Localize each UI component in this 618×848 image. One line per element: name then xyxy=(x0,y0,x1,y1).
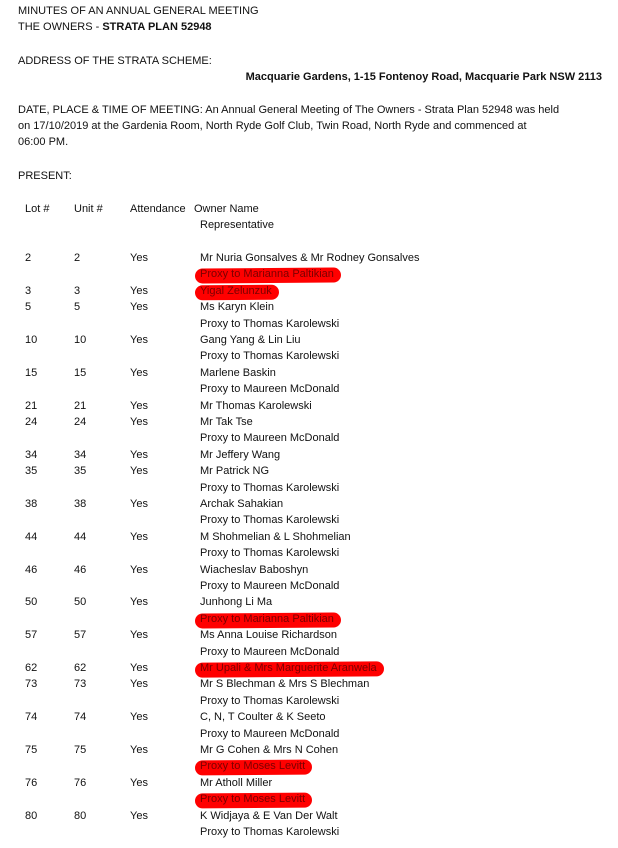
lot-number-cell: 10 xyxy=(25,334,38,346)
attendance-cell: Yes xyxy=(130,465,148,477)
lot-number-cell: 35 xyxy=(25,465,38,477)
attendance-cell: Yes xyxy=(130,596,148,608)
meeting-info-paragraph xyxy=(18,104,598,152)
unit-number-cell: 44 xyxy=(74,531,87,543)
attendance-cell: Yes xyxy=(130,367,148,379)
lot-number-cell: 46 xyxy=(25,564,38,576)
owner-name-cell: Ms Karyn Klein xyxy=(200,301,274,313)
representative-cell-text: Proxy to Marianna Paltikian xyxy=(200,268,334,280)
representative-cell: Proxy to Thomas Karolewski xyxy=(200,350,340,362)
attendance-cell: Yes xyxy=(130,498,148,510)
representative-cell xyxy=(200,268,334,281)
lot-number-cell: 2 xyxy=(25,252,32,264)
unit-number-cell: 80 xyxy=(74,810,87,822)
representative-cell-text: Proxy to Moses Levitt xyxy=(200,793,306,805)
lot-number-cell: 62 xyxy=(25,662,38,674)
attendance-cell: Yes xyxy=(130,777,148,789)
unit-number-cell: 38 xyxy=(74,498,87,510)
lot-number-cell: 73 xyxy=(25,678,38,690)
unit-number-cell: 46 xyxy=(74,564,87,576)
representative-cell: Proxy to Maureen McDonald xyxy=(200,383,340,395)
red-highlight-mark xyxy=(200,285,272,298)
attendance-cell: Yes xyxy=(130,449,148,461)
unit-number-cell: 76 xyxy=(74,777,87,789)
attendance-cell: Yes xyxy=(130,531,148,543)
unit-number-cell: 57 xyxy=(74,629,87,641)
owner-name-cell: Mr Tak Tse xyxy=(200,416,253,428)
attendance-cell: Yes xyxy=(130,301,148,313)
owner-name-cell: Mr S Blechman & Mrs S Blechman xyxy=(200,678,370,690)
attendance-cell: Yes xyxy=(130,678,148,690)
header-representative: Representative xyxy=(200,219,274,231)
owner-name-cell: Ms Anna Louise Richardson xyxy=(200,629,337,641)
representative-cell-text: Proxy to Moses Levitt xyxy=(200,760,306,772)
lot-number-cell: 75 xyxy=(25,744,38,756)
lot-number-cell: 15 xyxy=(25,367,38,379)
owner-name-cell-text: Mr Upali & Mrs Marguerite Aranwela xyxy=(200,662,377,674)
unit-number-cell: 75 xyxy=(74,744,87,756)
unit-number-cell: 74 xyxy=(74,711,87,723)
unit-number-cell: 50 xyxy=(74,596,87,608)
present-label: PRESENT: xyxy=(18,170,72,182)
owner-name-cell: M Shohmelian & L Shohmelian xyxy=(200,531,351,543)
header-owner-name: Owner Name xyxy=(194,203,259,215)
red-highlight-mark xyxy=(200,793,305,806)
attendance-cell: Yes xyxy=(130,252,148,264)
lot-number-cell: 44 xyxy=(25,531,38,543)
meeting-info-line: 06:00 PM. xyxy=(18,136,69,148)
unit-number-cell: 73 xyxy=(74,678,87,690)
owner-name-cell: C, N, T Coulter & K Seeto xyxy=(200,711,326,723)
representative-cell-text: Proxy to Marianna Paltikian xyxy=(200,613,334,625)
attendance-cell: Yes xyxy=(130,416,148,428)
representative-cell xyxy=(200,760,305,773)
unit-number-cell: 24 xyxy=(74,416,87,428)
unit-number-cell: 2 xyxy=(74,252,81,264)
attendance-cell: Yes xyxy=(130,810,148,822)
owner-name-cell: K Widjaya & E Van Der Walt xyxy=(200,810,338,822)
lot-number-cell: 5 xyxy=(25,301,32,313)
representative-cell xyxy=(200,793,305,806)
document-title: MINUTES OF AN ANNUAL GENERAL MEETING xyxy=(18,5,259,17)
owner-name-cell: Archak Sahakian xyxy=(200,498,284,510)
attendance-cell: Yes xyxy=(130,711,148,723)
representative-cell: Proxy to Maureen McDonald xyxy=(200,432,340,444)
lot-number-cell: 3 xyxy=(25,285,32,297)
attendance-cell: Yes xyxy=(130,564,148,576)
unit-number-cell: 3 xyxy=(74,285,81,297)
red-highlight-mark xyxy=(200,760,305,773)
address-label: ADDRESS OF THE STRATA SCHEME: xyxy=(18,55,212,67)
representative-cell xyxy=(200,613,334,626)
owners-line xyxy=(18,21,212,34)
owner-name-cell: Mr Patrick NG xyxy=(200,465,270,477)
representative-cell: Proxy to Thomas Karolewski xyxy=(200,318,340,330)
unit-number-cell: 5 xyxy=(74,301,81,313)
representative-cell: Proxy to Thomas Karolewski xyxy=(200,826,340,838)
owner-name-cell xyxy=(200,662,377,675)
header-unit: Unit # xyxy=(74,203,103,215)
unit-number-cell: 34 xyxy=(74,449,87,461)
owner-name-cell: Mr Thomas Karolewski xyxy=(200,400,312,412)
owner-name-cell: Mr Nuria Gonsalves & Mr Rodney Gonsalves xyxy=(200,252,420,264)
representative-cell: Proxy to Maureen McDonald xyxy=(200,580,340,592)
red-highlight-mark xyxy=(200,662,377,675)
lot-number-cell: 24 xyxy=(25,416,38,428)
owner-name-cell: Wiacheslav Baboshyn xyxy=(200,564,309,576)
meeting-info-line: DATE, PLACE & TIME OF MEETING: An Annual General Meeting of The Owners - Strata Plan 52948 was held xyxy=(18,104,560,116)
representative-cell: Proxy to Thomas Karolewski xyxy=(200,547,340,559)
red-highlight-mark xyxy=(200,268,334,281)
representative-cell: Proxy to Thomas Karolewski xyxy=(200,695,340,707)
representative-cell: Proxy to Thomas Karolewski xyxy=(200,514,340,526)
attendance-cell: Yes xyxy=(130,285,148,297)
lot-number-cell: 34 xyxy=(25,449,38,461)
owner-name-cell: Junhong Li Ma xyxy=(200,596,273,608)
owner-name-cell-text: Yigal Zelunzuk xyxy=(200,285,272,297)
header-lot: Lot # xyxy=(25,203,50,215)
unit-number-cell: 15 xyxy=(74,367,87,379)
attendance-cell: Yes xyxy=(130,744,148,756)
lot-number-cell: 80 xyxy=(25,810,38,822)
lot-number-cell: 38 xyxy=(25,498,38,510)
owner-name-cell xyxy=(200,285,272,298)
attendance-cell: Yes xyxy=(130,629,148,641)
lot-number-cell: 50 xyxy=(25,596,38,608)
attendance-cell: Yes xyxy=(130,400,148,412)
unit-number-cell: 35 xyxy=(74,465,87,477)
unit-number-cell: 21 xyxy=(74,400,87,412)
strata-plan-number: STRATA PLAN 52948 xyxy=(102,21,212,33)
representative-cell: Proxy to Thomas Karolewski xyxy=(200,482,340,494)
unit-number-cell: 62 xyxy=(74,662,87,674)
representative-cell: Proxy to Maureen McDonald xyxy=(200,646,340,658)
attendance-cell: Yes xyxy=(130,662,148,674)
header-attendance: Attendance xyxy=(130,203,186,215)
lot-number-cell: 21 xyxy=(25,400,38,412)
lot-number-cell: 76 xyxy=(25,777,38,789)
address-value: Macquarie Gardens, 1-15 Fontenoy Road, Macquarie Park NSW 2113 xyxy=(245,71,602,83)
owner-name-cell: Mr Atholl Miller xyxy=(200,777,273,789)
representative-cell: Proxy to Maureen McDonald xyxy=(200,728,340,740)
lot-number-cell: 74 xyxy=(25,711,38,723)
lot-number-cell: 57 xyxy=(25,629,38,641)
attendance-cell: Yes xyxy=(130,334,148,346)
red-highlight-mark xyxy=(200,613,334,626)
owners-prefix: THE OWNERS - xyxy=(18,21,103,33)
unit-number-cell: 10 xyxy=(74,334,87,346)
owner-name-cell: Mr G Cohen & Mrs N Cohen xyxy=(200,744,339,756)
meeting-info-line: on 17/10/2019 at the Gardenia Room, North Ryde Golf Club, Twin Road, North Ryde and commenced at xyxy=(18,120,527,132)
owner-name-cell: Marlene Baskin xyxy=(200,367,276,379)
owner-name-cell: Gang Yang & Lin Liu xyxy=(200,334,301,346)
owner-name-cell: Mr Jeffery Wang xyxy=(200,449,281,461)
